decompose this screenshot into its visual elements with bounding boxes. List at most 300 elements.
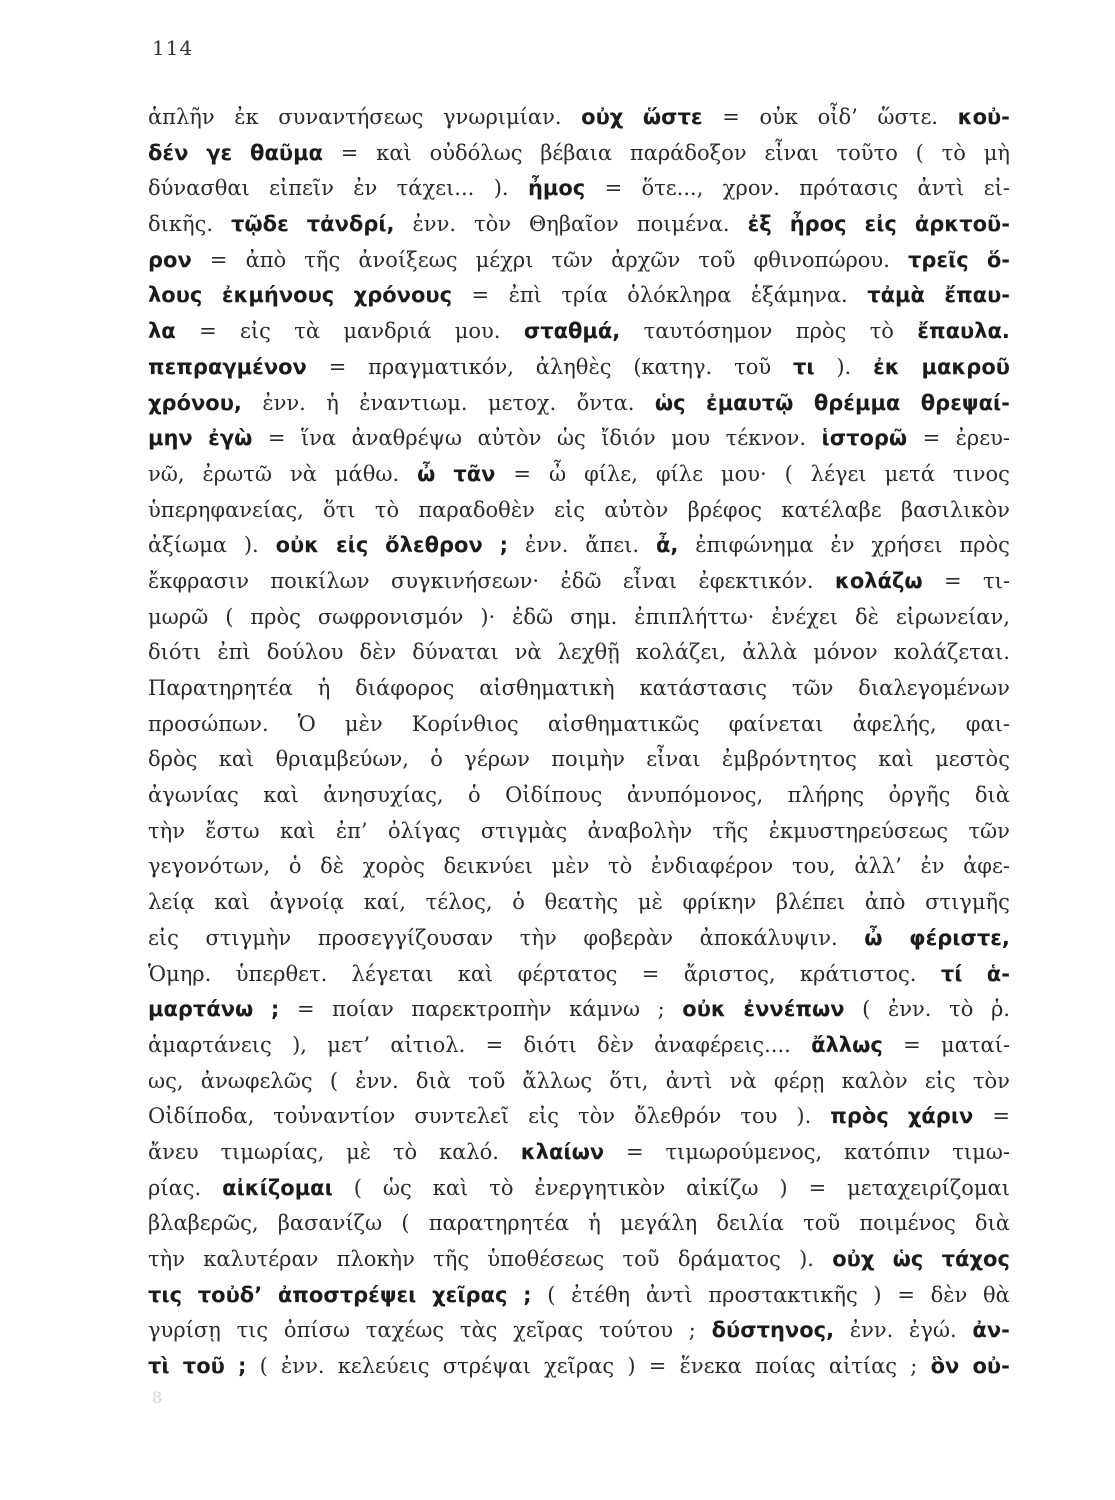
word: =: [944, 568, 962, 593]
lemma-word: τι: [792, 354, 815, 379]
word: τοῦ: [622, 1247, 660, 1271]
word: εἰρωνείαν,: [895, 604, 1010, 629]
text-line: [148, 778, 1010, 814]
word: δύναται: [412, 640, 499, 665]
word: καὶ: [878, 747, 914, 772]
word: συναντήσεως: [278, 105, 424, 129]
lemma-word: δύστηνος,: [711, 1318, 835, 1343]
word: μου.: [454, 319, 501, 344]
text-line: [148, 528, 1010, 564]
text-line: [148, 1099, 1010, 1135]
word: ἐμβρόντητος: [721, 747, 857, 772]
word: ;: [657, 997, 665, 1022]
word: ὁ: [288, 854, 302, 879]
word: ἀφελής,: [852, 711, 937, 736]
lemma-word: τἀμὰ: [867, 283, 925, 308]
word: εἰς: [528, 1104, 560, 1129]
word: τὴν: [519, 925, 557, 950]
word: μόνον: [813, 640, 878, 665]
word: δὲν: [359, 640, 397, 665]
word: τοῦ: [803, 1211, 841, 1236]
word: γέρων: [464, 747, 530, 772]
word: πρὸς: [250, 604, 301, 629]
word: διότι: [148, 640, 202, 665]
text-line: [148, 314, 1010, 350]
text-line: [148, 957, 1010, 993]
text-line: [148, 635, 1010, 671]
word: τούτου: [599, 1318, 674, 1343]
word: ὡς: [556, 426, 586, 451]
word: ἐρευ-: [955, 426, 1010, 451]
word: καλό.: [438, 1139, 499, 1164]
word: (: [353, 1175, 362, 1200]
word: μου: [671, 426, 711, 451]
lemma-word: τὶ: [148, 1354, 170, 1379]
word: καὶ: [432, 1175, 469, 1200]
text-line: [148, 207, 1010, 243]
word: ἄπει.: [585, 533, 640, 558]
word: ὄλεθρόν: [634, 1104, 722, 1129]
word: χορὸς: [362, 854, 425, 879]
word: πρότασις: [799, 176, 899, 201]
word: ἀλλ’: [854, 854, 902, 879]
word: ἑξάμηνα.: [750, 283, 848, 308]
word: σωφρονισμόν: [317, 604, 464, 629]
word: τὴν: [148, 1247, 185, 1271]
word: χρήσει: [871, 533, 943, 558]
word: ἁπλῆν: [148, 105, 215, 129]
word: ): [873, 1282, 882, 1307]
word: ἀναφέρεις....: [654, 1032, 791, 1057]
lemma-word: τί: [940, 961, 963, 986]
lemma-word: τᾶν: [453, 461, 496, 486]
word: ἐνν.: [849, 1318, 894, 1343]
word: =: [604, 176, 623, 201]
word: τῆς: [433, 1247, 470, 1271]
word: ).: [493, 176, 509, 201]
word: ἐπιπλήττω·: [634, 604, 755, 629]
lemma-word: ἔπαυ-: [944, 283, 1010, 308]
lemma-word: δέν: [148, 140, 189, 165]
word: ): [779, 1175, 788, 1200]
text-line: [148, 1135, 1010, 1171]
word: ἐφεκτικόν.: [698, 568, 814, 593]
word: ὀλίγας: [387, 818, 461, 843]
word: κατόπιν: [844, 1139, 931, 1164]
word: =: [328, 354, 347, 379]
lemma-word: ὡς: [892, 1247, 924, 1271]
lemma-word: εἰς: [864, 212, 897, 237]
word: ἐδῶ: [512, 604, 554, 629]
word: πρὸς: [795, 319, 847, 344]
word: λέγει: [810, 461, 867, 486]
lemma-word: ὃν: [930, 1354, 960, 1379]
word: ἐν: [353, 176, 378, 201]
word: ἐνν.: [262, 390, 306, 415]
lemma-word: ;: [523, 1282, 532, 1307]
word: ἀντὶ: [665, 1068, 713, 1093]
word: τιμω-: [952, 1139, 1010, 1164]
word: ῥ.: [990, 997, 1010, 1022]
word: τὸ: [374, 497, 400, 522]
text-line: [148, 278, 1010, 314]
word: ματαί-: [941, 1032, 1010, 1057]
word: νὰ: [729, 1068, 757, 1093]
word: ).: [243, 533, 259, 558]
word: ὑποθέσεως: [487, 1247, 605, 1271]
word: ἐνεργητικὸν: [534, 1175, 666, 1200]
word: =: [199, 319, 217, 344]
lemma-word: μαρτάνω: [148, 997, 254, 1022]
word: ὡς: [382, 1175, 412, 1200]
word: τρία: [561, 283, 608, 308]
lemma-word: θρεψαί-: [920, 390, 1010, 415]
lemma-word: τοῦ: [182, 1354, 225, 1379]
word: ὀργῆς: [888, 783, 951, 808]
word: λέγεται: [351, 961, 434, 986]
word: ἐπ’: [335, 818, 368, 843]
word: δεικνύει: [443, 854, 534, 879]
word: τὰς: [459, 1318, 498, 1343]
word: παρεκτροπὴν: [411, 997, 552, 1022]
word: ταυτόσημον: [643, 319, 773, 344]
text-line: [148, 493, 1010, 529]
word: ἡ: [317, 676, 331, 700]
word: ἐκ: [234, 105, 259, 129]
word: =: [922, 426, 941, 451]
word: καὶ: [376, 140, 412, 165]
word: ἀρχῶν: [611, 247, 681, 272]
word: ἀγωνίας: [148, 783, 239, 808]
lemma-word: χάριν: [907, 1104, 974, 1129]
lemma-word: ἀν-: [972, 1318, 1010, 1343]
word: τινος: [952, 461, 1010, 486]
word: )·: [480, 604, 496, 629]
lemma-word: ὦ: [417, 461, 436, 486]
word: εἰς: [240, 319, 271, 344]
text-line: [148, 742, 1010, 778]
word: ποιμένος: [859, 1211, 956, 1236]
word: (: [259, 1354, 268, 1379]
word: ἁμαρτάνεις: [148, 1032, 272, 1057]
word: (: [329, 1068, 339, 1093]
lemma-word: ἆ,: [655, 533, 679, 558]
lemma-word: ὄλεθρον: [385, 533, 483, 558]
word: =: [897, 1282, 915, 1307]
word: κολάζεται.: [893, 640, 1010, 665]
lemma-word: ;: [238, 1354, 247, 1379]
word: πρὸς: [959, 533, 1010, 558]
word: καὶ: [218, 747, 255, 772]
text-line: [148, 1349, 1010, 1385]
lemma-word: τάχος: [941, 1247, 1010, 1271]
word: σημ.: [570, 604, 618, 629]
lemma-word: ἐννέπων: [743, 997, 845, 1022]
word: ): [627, 1354, 636, 1379]
text-line: [148, 243, 1010, 279]
lemma-word: ὥστε: [642, 105, 703, 129]
word: ἐκμυστηρεύσεως: [768, 818, 949, 843]
lemma-word: ἀρκτοῦ-: [914, 212, 1010, 237]
lemma-word: ὡς: [654, 390, 686, 415]
word: θριαμβεύων,: [275, 747, 409, 772]
word: αἰσθηματικὴ: [479, 676, 615, 700]
word: τοῦτο: [836, 140, 898, 165]
word: διότι: [523, 1032, 577, 1057]
word: ἐπιφώνημα: [695, 533, 814, 558]
lemma-word: μην: [148, 426, 193, 451]
word: ὁ: [512, 890, 525, 915]
word: μεγάλη: [620, 1211, 698, 1236]
lemma-word: χρόνου,: [148, 390, 242, 415]
text-line: [148, 1171, 1010, 1207]
lemma-word: ἦμος: [527, 176, 586, 201]
word: Οἰδίποδα,: [148, 1104, 255, 1129]
word: του: [740, 1104, 778, 1129]
word: λεχθῇ: [557, 640, 620, 665]
word: ποίας: [755, 1354, 816, 1379]
word: τῆς: [304, 247, 341, 272]
word: ἀναβολὴν: [587, 818, 693, 843]
word: (: [915, 140, 924, 165]
word: =: [296, 997, 315, 1022]
word: γνωριμίαν.: [443, 105, 562, 129]
word: λείᾳ: [148, 890, 195, 915]
word: ἐν: [920, 854, 945, 879]
word: συντελεῖ: [414, 1104, 510, 1129]
word: γεγονότων,: [148, 854, 271, 879]
word: δικῆς.: [148, 212, 214, 237]
word: =: [903, 1032, 921, 1057]
lemma-word: ;: [499, 533, 509, 558]
lemma-word: γε: [206, 140, 233, 165]
word: ἀληθὲς: [535, 354, 612, 379]
word: τὸ: [949, 997, 974, 1022]
word: παράδοξον: [629, 140, 747, 165]
word: τὰ: [294, 319, 321, 344]
word: πλήρης: [787, 783, 865, 808]
word: ποικίλων: [270, 568, 370, 593]
word: μὴ: [983, 140, 1010, 165]
text-line: [148, 457, 1010, 493]
text-line: [148, 386, 1010, 422]
text-line: [148, 814, 1010, 850]
word: προσεγγίζουσαν: [317, 925, 494, 950]
word: χρον.: [722, 176, 780, 201]
text-line: [148, 671, 1010, 707]
text-line: [148, 350, 1010, 386]
word: κάμνω: [569, 997, 640, 1022]
word: φθινοπώρου.: [753, 247, 890, 272]
word: τοὐναντίον: [273, 1104, 396, 1129]
word: φίλε: [655, 461, 703, 486]
text-line: [148, 600, 1010, 636]
word: προστακτικῆς: [708, 1282, 858, 1307]
word: ἐν: [830, 533, 855, 558]
lemma-word: λους: [148, 283, 203, 308]
word: μέχρι: [475, 247, 534, 272]
word: ὅτε...,: [641, 176, 704, 201]
word: δύνασθαι: [148, 176, 250, 201]
text-line: [148, 1206, 1010, 1242]
word: τὸ: [941, 140, 966, 165]
word: δὲ: [854, 604, 879, 629]
lemma-word: ὦ: [864, 925, 883, 950]
word: τῶν: [968, 818, 1010, 843]
word: φαι-: [965, 711, 1010, 736]
lemma-word: τἀνδρί,: [306, 212, 395, 237]
word: ἄνευ: [148, 1139, 199, 1164]
word: διάφορος: [355, 676, 455, 700]
word: =: [992, 1104, 1010, 1129]
word: τις: [236, 1318, 269, 1343]
word: ἀναθρέψω: [351, 426, 463, 451]
word: οἶδ’: [817, 105, 858, 129]
lemma-word: χρόνους: [353, 283, 453, 308]
word: μετά: [884, 461, 935, 486]
word: συγκινήσεων·: [390, 568, 540, 593]
word: δειλία: [716, 1211, 784, 1236]
word: μὲν: [344, 711, 383, 736]
word: καλὸν: [841, 1068, 908, 1093]
word: μὲν: [551, 854, 590, 879]
lemma-word: κοὐ-: [957, 105, 1010, 129]
text-line: [148, 921, 1010, 957]
word: βέβαια: [540, 140, 613, 165]
text-line: [148, 100, 1010, 136]
word: δὲ: [320, 854, 345, 879]
word: εἰς: [924, 1068, 956, 1093]
lemma-word: ἱστορῶ: [821, 426, 908, 451]
text-line: [148, 1278, 1010, 1314]
word: =: [625, 1139, 644, 1164]
word: =: [648, 1354, 667, 1379]
word: παραδοθὲν: [418, 497, 535, 522]
word: χεῖρας: [544, 1354, 615, 1379]
word: νὰ: [514, 640, 542, 665]
lemma-word: φέριστε,: [909, 925, 1010, 950]
word: Οἰδίπους: [505, 783, 603, 808]
text-line: [148, 992, 1010, 1028]
word: ὀπίσω: [283, 1318, 351, 1343]
word: ;: [910, 1354, 918, 1379]
word: εἰ-: [983, 176, 1010, 201]
word: Θηβαῖον: [529, 212, 619, 237]
word: ἐναντιωμ.: [359, 390, 468, 415]
word: διὰ: [974, 1211, 1010, 1236]
word: κατέλαβε: [781, 497, 882, 522]
word: ἐγώ.: [909, 1318, 957, 1343]
word: βασιλικὸν: [900, 497, 1010, 522]
word: μὲ: [637, 890, 663, 915]
word: μωρῶ: [148, 604, 209, 629]
lemma-word: λα: [148, 319, 176, 344]
word: ὁ: [430, 747, 443, 772]
text-line: [148, 421, 1010, 457]
word: ).: [799, 1247, 814, 1271]
lemma-word: τοὐδ’: [197, 1282, 263, 1307]
word: τοῦ: [734, 354, 772, 379]
text-line: [148, 1064, 1010, 1100]
word: δούλου: [266, 640, 344, 665]
word: βλαβερῶς,: [148, 1211, 259, 1236]
word: ως,: [148, 1068, 184, 1093]
word: τὸ: [869, 319, 894, 344]
word: ἐνν.: [355, 1068, 399, 1093]
word: ὦ: [548, 461, 567, 486]
word: καὶ: [263, 783, 299, 808]
lemma-word: κολάζω: [834, 568, 923, 593]
lemma-word: ἐμαυτῷ: [706, 390, 794, 415]
lemma-word: αἰκίζομαι: [222, 1175, 333, 1200]
word: Παρατηρητέα: [148, 676, 293, 700]
lemma-word: ἐκμήνους: [221, 283, 335, 308]
word: ἀξίωμα: [148, 533, 227, 558]
word: ἡ: [588, 1211, 601, 1236]
word: τὸ: [607, 854, 633, 879]
word: ἐνν.: [524, 533, 569, 558]
word: ὥστε.: [877, 105, 939, 129]
lemma-word: ὅ-: [986, 247, 1010, 272]
text-line: [148, 136, 1010, 172]
word: τὸν: [972, 1068, 1010, 1093]
word: ὅτι: [323, 497, 356, 522]
word: καλυτέραν: [203, 1247, 319, 1271]
word: ἔστω: [205, 818, 260, 843]
corner-mark: 8: [152, 1388, 163, 1407]
word: οὐκ: [759, 105, 798, 129]
word: ἐπὶ: [508, 283, 542, 308]
word: βασανίζω: [277, 1211, 383, 1236]
word: ).: [796, 1104, 812, 1129]
word: ἀποκάλυψιν.: [699, 925, 838, 950]
word: τῶν: [791, 676, 834, 700]
word: =: [485, 1032, 504, 1057]
word: ἀνησυχίας,: [323, 783, 444, 808]
word: ἐδῶ: [560, 568, 602, 593]
lemma-word: κλαίων: [520, 1139, 605, 1164]
word: Ὁμηρ.: [148, 961, 212, 986]
word: ).: [836, 354, 852, 379]
word: αἰτίας: [828, 1354, 898, 1379]
word: καί,: [363, 890, 406, 915]
word: ἀπὸ: [864, 890, 906, 915]
word: ἔκφρασιν: [148, 568, 249, 593]
word: ἀπὸ: [245, 247, 287, 272]
word: ἐρωτῶ: [202, 461, 273, 486]
word: τὸ: [489, 1175, 514, 1200]
word: φίλε,: [584, 461, 638, 486]
word: κελεύεις: [337, 1354, 430, 1379]
text-line: [148, 1028, 1010, 1064]
word: ἐτέθη: [571, 1282, 631, 1307]
word: ἐνν.: [412, 212, 457, 237]
word: διαλεγομένων: [858, 676, 1010, 700]
word: ἀνωφελῶς: [200, 1068, 313, 1093]
lemma-word: οὐχ: [832, 1247, 875, 1271]
word: τῆς: [712, 818, 749, 843]
word: πραγματικόν,: [368, 354, 514, 379]
word: τοῦ: [468, 1068, 506, 1093]
word: καὶ: [457, 961, 494, 986]
lemma-word: ἀποστρέψει: [277, 1282, 417, 1307]
word: ἀνυπόμονος,: [626, 783, 764, 808]
word: διὰ: [974, 783, 1010, 808]
word: ἀφε-: [963, 854, 1010, 879]
word: ἀνοίξεως: [358, 247, 458, 272]
lemma-word: οὐκ: [275, 533, 320, 558]
word: (κατηγ.: [633, 354, 713, 379]
